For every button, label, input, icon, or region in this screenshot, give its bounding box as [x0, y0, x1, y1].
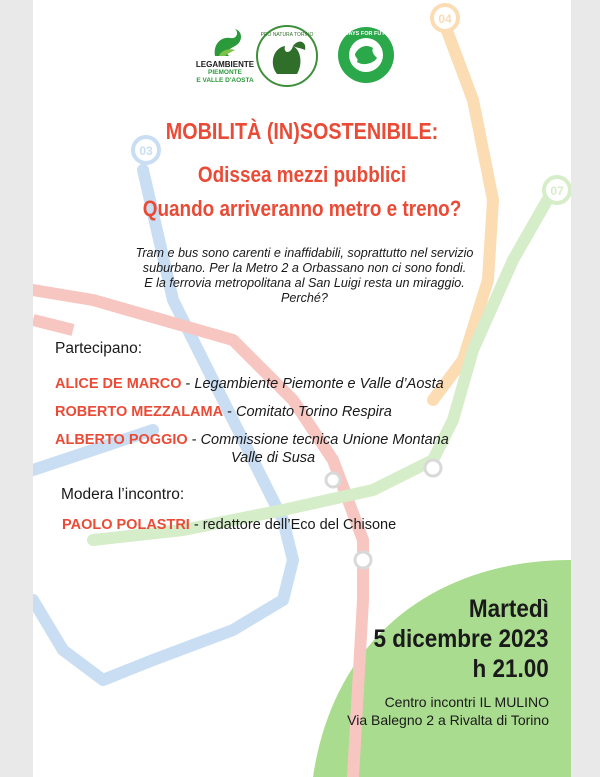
- participant-role: Legambiente Piemonte e Valle d’Aosta: [194, 376, 444, 392]
- event-date: 5 dicembre 2023: [373, 625, 549, 653]
- metro-badge-04: [432, 5, 458, 31]
- metro-badge-07: [544, 177, 570, 203]
- svg-text:04: 04: [438, 12, 452, 26]
- fff-text: FRIDAYS FOR FUTURE: [337, 31, 395, 37]
- participant-name: ALICE DE MARCO: [55, 376, 182, 392]
- separator: -: [223, 404, 236, 420]
- legambiente-name: LEGAMBIENTE: [195, 60, 255, 69]
- event-time: h 21.00: [472, 655, 549, 683]
- legambiente-region-2: E VALLE D'AOSTA: [196, 76, 254, 84]
- participants-label: Partecipano:: [55, 340, 143, 357]
- separator: -: [181, 376, 195, 392]
- event-subtitle-1: Odissea mezzi pubblici: [197, 162, 407, 187]
- moderator-role: redattore dell’Eco del Chisone: [202, 517, 397, 533]
- legambiente-logo: [185, 26, 265, 98]
- description-line: suburbano. Per la Metro 2 a Orbassano non ci sono fondi.: [142, 261, 467, 275]
- participant-item: [55, 431, 545, 467]
- participant-role: Commissione tecnica Unione Montana: [200, 432, 449, 448]
- venue-name: Centro incontri IL MULINO: [384, 694, 549, 710]
- fridays-for-future-logo: [337, 26, 395, 84]
- event-day: Martedì: [468, 595, 549, 623]
- participant-item: [55, 375, 444, 393]
- event-title: MOBILITÀ (IN)SOSTENIBILE:: [165, 118, 439, 144]
- svg-text:03: 03: [139, 144, 153, 158]
- moderator-name: PAOLO POLASTRI: [62, 517, 190, 533]
- venue-address: Via Balegno 2 a Rivalta di Torino: [347, 712, 549, 728]
- legambiente-swan-icon: [185, 26, 265, 60]
- separator: -: [189, 517, 203, 533]
- legambiente-region-1: PIEMONTE: [208, 69, 242, 76]
- description-line: Tram e bus sono carenti e inaffidabili, soprattutto nel servizio: [135, 246, 474, 260]
- description-line: Perché?: [281, 291, 328, 305]
- pro-natura-torino-logo: [255, 24, 319, 88]
- pro-natura-text: PRO NATURA TORINO: [260, 32, 314, 38]
- svg-text:07: 07: [550, 184, 564, 198]
- separator: -: [187, 432, 201, 448]
- description-line: E la ferrovia metropolitana al San Luigi resta un miraggio.: [144, 276, 465, 290]
- participant-item: [55, 403, 392, 421]
- participant-name: ALBERTO POGGIO: [55, 432, 188, 448]
- moderator-label: Modera l’incontro:: [61, 486, 185, 503]
- event-description: [67, 246, 542, 306]
- moderator-item: [62, 516, 396, 534]
- participant-role-continued: Valle di Susa: [231, 450, 316, 466]
- event-subtitle-2: Quando arriveranno metro e treno?: [142, 196, 462, 221]
- event-poster: [33, 0, 571, 777]
- participant-name: ROBERTO MEZZALAMA: [55, 404, 224, 420]
- participant-role: Comitato Torino Respira: [235, 404, 392, 420]
